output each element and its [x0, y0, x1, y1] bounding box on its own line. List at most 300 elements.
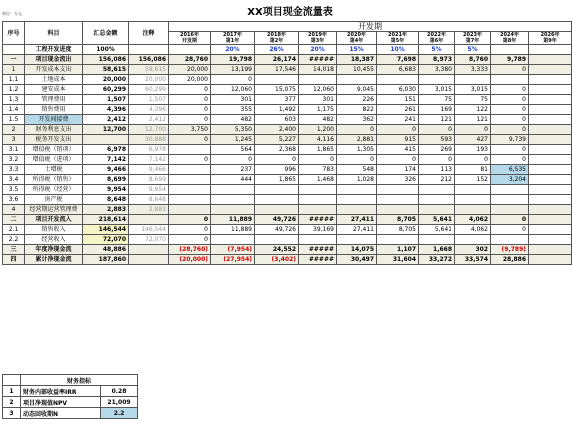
- cell-value[interactable]: 8,705: [377, 225, 419, 235]
- cell-total[interactable]: 2,412: [83, 115, 129, 125]
- year-header-8[interactable]: [491, 32, 529, 45]
- cell-value[interactable]: [299, 205, 337, 215]
- cell-value[interactable]: #####: [299, 255, 337, 265]
- header-seq[interactable]: 序号: [3, 22, 25, 45]
- cell-value[interactable]: 0: [337, 125, 377, 135]
- cell-value[interactable]: 19,798: [211, 55, 255, 65]
- cell-seq[interactable]: [3, 45, 25, 55]
- cell-value[interactable]: 9,789: [491, 55, 529, 65]
- cell-value[interactable]: 2,881: [337, 135, 377, 145]
- fin-seq[interactable]: 3: [3, 408, 21, 419]
- cell-note[interactable]: 2,883: [129, 205, 169, 215]
- cell-value[interactable]: 7,698: [377, 55, 419, 65]
- cell-value[interactable]: 20,000: [169, 65, 211, 75]
- year-header-9[interactable]: [529, 32, 572, 45]
- cell-label[interactable]: 所得税（经营）: [25, 185, 83, 195]
- cell-seq[interactable]: 1.3: [3, 95, 25, 105]
- cell-value[interactable]: 8,973: [419, 55, 455, 65]
- cell-value[interactable]: 30,497: [337, 255, 377, 265]
- cell-value[interactable]: 174: [377, 165, 419, 175]
- cell-value[interactable]: 2,368: [255, 145, 299, 155]
- cell-value[interactable]: [255, 235, 299, 245]
- cell-value[interactable]: [377, 205, 419, 215]
- cell-value[interactable]: 11,889: [211, 225, 255, 235]
- cell-value[interactable]: 5,641: [419, 215, 455, 225]
- cell-value[interactable]: 6,683: [377, 65, 419, 75]
- cell-note[interactable]: 12,700: [129, 125, 169, 135]
- cell-seq[interactable]: 3.5: [3, 185, 25, 195]
- cell-label[interactable]: 经营收入: [25, 235, 83, 245]
- cell-value[interactable]: 27,411: [337, 225, 377, 235]
- cell-value[interactable]: 9,045: [337, 85, 377, 95]
- cell-value[interactable]: 33,574: [455, 255, 491, 265]
- cell-value[interactable]: [529, 205, 572, 215]
- cell-value[interactable]: 1,865: [299, 145, 337, 155]
- year-header-0[interactable]: [169, 32, 211, 45]
- cell-value[interactable]: 12,060: [211, 85, 255, 95]
- cell-value[interactable]: 5%: [419, 45, 455, 55]
- cell-value[interactable]: 75: [419, 95, 455, 105]
- cell-value[interactable]: [337, 75, 377, 85]
- cell-value[interactable]: 0: [491, 225, 529, 235]
- cell-note[interactable]: 4,396: [129, 105, 169, 115]
- cell-value[interactable]: 1,200: [299, 125, 337, 135]
- cell-value[interactable]: 783: [299, 165, 337, 175]
- cell-total[interactable]: 12,700: [83, 125, 129, 135]
- cell-value[interactable]: [491, 75, 529, 85]
- cell-seq[interactable]: 三: [3, 245, 25, 255]
- cell-value[interactable]: 548: [337, 165, 377, 175]
- cell-value[interactable]: 301: [299, 95, 337, 105]
- cell-seq[interactable]: 1.5: [3, 115, 25, 125]
- cell-value[interactable]: [169, 145, 211, 155]
- cell-total[interactable]: 4,396: [83, 105, 129, 115]
- cell-value[interactable]: 1,028: [337, 175, 377, 185]
- cell-label[interactable]: 建安成本: [25, 85, 83, 95]
- cell-seq[interactable]: 1: [3, 65, 25, 75]
- fin-value[interactable]: 21,009: [101, 397, 138, 408]
- cell-total[interactable]: 8,699: [83, 175, 129, 185]
- cell-value[interactable]: 0: [455, 155, 491, 165]
- cell-value[interactable]: [255, 195, 299, 205]
- fin-seq[interactable]: 1: [3, 386, 21, 397]
- cell-value[interactable]: [255, 185, 299, 195]
- cell-value[interactable]: 11,889: [211, 215, 255, 225]
- cell-value[interactable]: [299, 185, 337, 195]
- cell-note[interactable]: 20,000: [129, 75, 169, 85]
- cell-value[interactable]: [529, 255, 572, 265]
- cell-value[interactable]: 5,227: [255, 135, 299, 145]
- cell-seq[interactable]: 3.1: [3, 145, 25, 155]
- cell-value[interactable]: [169, 195, 211, 205]
- fin-title[interactable]: 财务指标: [21, 375, 138, 386]
- cell-value[interactable]: 2,400: [255, 125, 299, 135]
- cell-value[interactable]: [455, 205, 491, 215]
- cell-value[interactable]: 427: [455, 135, 491, 145]
- cell-value[interactable]: 121: [419, 115, 455, 125]
- cell-value[interactable]: [529, 95, 572, 105]
- cell-seq[interactable]: 3.2: [3, 155, 25, 165]
- cell-value[interactable]: 4,062: [455, 225, 491, 235]
- cell-label[interactable]: 税务开发支出: [25, 135, 83, 145]
- cell-value[interactable]: 0: [337, 155, 377, 165]
- cell-value[interactable]: (27,954): [211, 255, 255, 265]
- cell-value[interactable]: 24,552: [255, 245, 299, 255]
- cell-value[interactable]: 269: [419, 145, 455, 155]
- cell-value[interactable]: 362: [337, 115, 377, 125]
- cell-note[interactable]: 156,086: [129, 55, 169, 65]
- cell-value[interactable]: 1,245: [211, 135, 255, 145]
- cell-total[interactable]: 100%: [83, 45, 129, 55]
- cell-value[interactable]: 1,468: [299, 175, 337, 185]
- cell-value[interactable]: [337, 185, 377, 195]
- cell-value[interactable]: [337, 195, 377, 205]
- cell-label[interactable]: 项目现金流出: [25, 55, 83, 65]
- cell-seq[interactable]: 四: [3, 255, 25, 265]
- cell-value[interactable]: [419, 75, 455, 85]
- cell-label[interactable]: 经营期运营管理费: [25, 205, 83, 215]
- cell-value[interactable]: [419, 185, 455, 195]
- cell-total[interactable]: 6,978: [83, 145, 129, 155]
- cell-value[interactable]: 12,060: [299, 85, 337, 95]
- cell-value[interactable]: 0: [491, 95, 529, 105]
- cell-note[interactable]: 72,070: [129, 235, 169, 245]
- cell-value[interactable]: [529, 75, 572, 85]
- year-header-3[interactable]: [299, 32, 337, 45]
- cell-value[interactable]: 75: [455, 95, 491, 105]
- cell-value[interactable]: [529, 115, 572, 125]
- cell-value[interactable]: 113: [419, 165, 455, 175]
- cell-seq[interactable]: 2.2: [3, 235, 25, 245]
- cell-value[interactable]: 226: [337, 95, 377, 105]
- cell-total[interactable]: 60,299: [83, 85, 129, 95]
- cell-total[interactable]: 8,648: [83, 195, 129, 205]
- cell-value[interactable]: 6,535: [491, 165, 529, 175]
- cell-value[interactable]: 0: [169, 155, 211, 165]
- cell-value[interactable]: [529, 165, 572, 175]
- cell-value[interactable]: 0: [169, 225, 211, 235]
- cell-value[interactable]: 49,726: [255, 225, 299, 235]
- cell-value[interactable]: 5,641: [419, 225, 455, 235]
- cell-value[interactable]: 0: [419, 155, 455, 165]
- cell-note[interactable]: 9,466: [129, 165, 169, 175]
- cell-note[interactable]: [129, 255, 169, 265]
- cell-value[interactable]: 444: [211, 175, 255, 185]
- cell-note[interactable]: 30,888: [129, 135, 169, 145]
- cell-value[interactable]: [529, 225, 572, 235]
- cell-value[interactable]: 20%: [299, 45, 337, 55]
- cell-label[interactable]: 工程开发进度: [25, 45, 83, 55]
- cell-value[interactable]: (3,402): [255, 255, 299, 265]
- cell-value[interactable]: (20,000): [169, 255, 211, 265]
- cell-value[interactable]: 0: [491, 65, 529, 75]
- cell-value[interactable]: 0: [491, 125, 529, 135]
- cell-value[interactable]: 26%: [255, 45, 299, 55]
- cell-value[interactable]: [529, 245, 572, 255]
- cell-value[interactable]: [255, 75, 299, 85]
- fin-seq[interactable]: 2: [3, 397, 21, 408]
- cell-note[interactable]: [129, 245, 169, 255]
- cell-note[interactable]: 9,954: [129, 185, 169, 195]
- cell-value[interactable]: [211, 205, 255, 215]
- cell-value[interactable]: 0: [255, 155, 299, 165]
- cell-value[interactable]: 20,000: [169, 75, 211, 85]
- cell-value[interactable]: 26,174: [255, 55, 299, 65]
- cell-seq[interactable]: 3.3: [3, 165, 25, 175]
- cell-note[interactable]: 7,142: [129, 155, 169, 165]
- cell-value[interactable]: 1,865: [255, 175, 299, 185]
- cell-total[interactable]: 187,860: [83, 255, 129, 265]
- cell-value[interactable]: [529, 215, 572, 225]
- cell-total[interactable]: 72,070: [83, 235, 129, 245]
- cell-value[interactable]: 5,350: [211, 125, 255, 135]
- cell-value[interactable]: [529, 145, 572, 155]
- cell-value[interactable]: 1,107: [377, 245, 419, 255]
- year-header-7[interactable]: [455, 32, 491, 45]
- cell-value[interactable]: 10%: [377, 45, 419, 55]
- cell-seq[interactable]: 4: [3, 205, 25, 215]
- cell-value[interactable]: [491, 235, 529, 245]
- cell-value[interactable]: 151: [377, 95, 419, 105]
- cell-value[interactable]: 10,455: [337, 65, 377, 75]
- cell-value[interactable]: 0: [169, 95, 211, 105]
- year-header-5[interactable]: [377, 32, 419, 45]
- cell-value[interactable]: 28,760: [169, 55, 211, 65]
- cell-value[interactable]: 326: [377, 175, 419, 185]
- cell-note[interactable]: 60,299: [129, 85, 169, 95]
- cell-value[interactable]: 27,411: [337, 215, 377, 225]
- fin-blank[interactable]: [3, 375, 21, 386]
- cell-value[interactable]: [529, 155, 572, 165]
- cell-value[interactable]: 301: [211, 95, 255, 105]
- cell-value[interactable]: 0: [211, 75, 255, 85]
- cell-total[interactable]: 48,886: [83, 245, 129, 255]
- cell-seq[interactable]: 3: [3, 135, 25, 145]
- cell-value[interactable]: 0: [169, 235, 211, 245]
- cell-label[interactable]: 销售收入: [25, 225, 83, 235]
- cell-value[interactable]: [529, 45, 572, 55]
- fin-label[interactable]: 动态回收期N: [21, 408, 101, 419]
- cell-value[interactable]: [337, 235, 377, 245]
- cell-value[interactable]: 17,546: [255, 65, 299, 75]
- fin-value[interactable]: 2.2: [101, 408, 138, 419]
- cell-value[interactable]: 3,204: [491, 175, 529, 185]
- cell-value[interactable]: 1,175: [299, 105, 337, 115]
- cell-value[interactable]: 355: [211, 105, 255, 115]
- cell-value[interactable]: (7,954): [211, 245, 255, 255]
- cell-note[interactable]: [129, 215, 169, 225]
- cell-value[interactable]: 822: [337, 105, 377, 115]
- cell-value[interactable]: [211, 235, 255, 245]
- cell-label[interactable]: 销售费用: [25, 105, 83, 115]
- cell-value[interactable]: 0: [491, 215, 529, 225]
- cell-label[interactable]: 财务利息支出: [25, 125, 83, 135]
- cell-value[interactable]: [529, 185, 572, 195]
- cell-value[interactable]: 1,492: [255, 105, 299, 115]
- cell-value[interactable]: 6,030: [377, 85, 419, 95]
- cell-value[interactable]: 3,380: [419, 65, 455, 75]
- cell-seq[interactable]: 一: [3, 55, 25, 65]
- cell-note[interactable]: 8,699: [129, 175, 169, 185]
- cell-value[interactable]: [491, 195, 529, 205]
- cell-value[interactable]: 8,705: [377, 215, 419, 225]
- cell-total[interactable]: 9,954: [83, 185, 129, 195]
- cell-label[interactable]: 年度净现金流: [25, 245, 83, 255]
- cell-seq[interactable]: 1.1: [3, 75, 25, 85]
- cell-value[interactable]: [529, 105, 572, 115]
- cell-note[interactable]: 2,412: [129, 115, 169, 125]
- cell-total[interactable]: 156,086: [83, 55, 129, 65]
- cell-value[interactable]: 13,199: [211, 65, 255, 75]
- cell-value[interactable]: [455, 75, 491, 85]
- cell-note[interactable]: 146,544: [129, 225, 169, 235]
- cell-value[interactable]: [529, 125, 572, 135]
- cell-value[interactable]: 0: [491, 85, 529, 95]
- cell-value[interactable]: 193: [455, 145, 491, 155]
- cell-value[interactable]: 0: [491, 115, 529, 125]
- cell-value[interactable]: [377, 195, 419, 205]
- cell-label[interactable]: 增值税（进项）: [25, 155, 83, 165]
- cell-value[interactable]: 915: [377, 135, 419, 145]
- cell-value[interactable]: 28,886: [491, 255, 529, 265]
- cell-value[interactable]: [377, 235, 419, 245]
- cell-value[interactable]: 996: [255, 165, 299, 175]
- cell-value[interactable]: [529, 195, 572, 205]
- cell-value[interactable]: 39,169: [299, 225, 337, 235]
- cell-label[interactable]: 开发间接费: [25, 115, 83, 125]
- cell-value[interactable]: 0: [169, 135, 211, 145]
- cell-total[interactable]: 1,507: [83, 95, 129, 105]
- cell-value[interactable]: 603: [255, 115, 299, 125]
- cell-value[interactable]: [491, 45, 529, 55]
- cell-label[interactable]: 累计净现金流: [25, 255, 83, 265]
- year-header-2[interactable]: [255, 32, 299, 45]
- cell-value[interactable]: 15%: [337, 45, 377, 55]
- cell-value[interactable]: 302: [455, 245, 491, 255]
- cell-value[interactable]: 482: [299, 115, 337, 125]
- cell-total[interactable]: [83, 135, 129, 145]
- cell-value[interactable]: 8,760: [455, 55, 491, 65]
- cell-value[interactable]: (28,760): [169, 245, 211, 255]
- cell-value[interactable]: 9,739: [491, 135, 529, 145]
- cell-value[interactable]: 169: [419, 105, 455, 115]
- cell-value[interactable]: [211, 195, 255, 205]
- cell-value[interactable]: 237: [211, 165, 255, 175]
- cell-value[interactable]: [169, 175, 211, 185]
- cell-value[interactable]: [419, 195, 455, 205]
- cell-seq[interactable]: 2.1: [3, 225, 25, 235]
- cell-value[interactable]: [455, 195, 491, 205]
- cell-value[interactable]: 0: [169, 215, 211, 225]
- cell-value[interactable]: [419, 235, 455, 245]
- cell-value[interactable]: 4,116: [299, 135, 337, 145]
- cell-total[interactable]: 146,544: [83, 225, 129, 235]
- cell-value[interactable]: 14,018: [299, 65, 337, 75]
- cell-value[interactable]: 0: [299, 155, 337, 165]
- cell-total[interactable]: 218,614: [83, 215, 129, 225]
- cell-value[interactable]: [529, 55, 572, 65]
- cell-value[interactable]: [455, 235, 491, 245]
- cell-value[interactable]: [377, 75, 419, 85]
- cell-value[interactable]: 20%: [211, 45, 255, 55]
- cell-value[interactable]: 18,387: [337, 55, 377, 65]
- cell-value[interactable]: 261: [377, 105, 419, 115]
- cell-value[interactable]: 564: [211, 145, 255, 155]
- year-header-6[interactable]: [419, 32, 455, 45]
- cell-value[interactable]: 5%: [455, 45, 491, 55]
- cell-seq[interactable]: 2: [3, 125, 25, 135]
- header-note[interactable]: 注释: [129, 22, 169, 45]
- cell-value[interactable]: 14,075: [337, 245, 377, 255]
- cell-value[interactable]: 415: [377, 145, 419, 155]
- cell-value[interactable]: 0: [419, 125, 455, 135]
- cell-note[interactable]: 8,648: [129, 195, 169, 205]
- cell-value[interactable]: [255, 205, 299, 215]
- cell-seq[interactable]: 二: [3, 215, 25, 225]
- cell-value[interactable]: 4,062: [455, 215, 491, 225]
- cell-value[interactable]: [529, 175, 572, 185]
- cell-value[interactable]: 1,305: [337, 145, 377, 155]
- fin-label[interactable]: 财务内部收益率IRR: [21, 386, 101, 397]
- cell-label[interactable]: 项目开发流入: [25, 215, 83, 225]
- cell-value[interactable]: [529, 135, 572, 145]
- header-subject[interactable]: 科目: [25, 22, 83, 45]
- cell-value[interactable]: [299, 235, 337, 245]
- cell-value[interactable]: 0: [169, 105, 211, 115]
- cell-label[interactable]: 开发成本支出: [25, 65, 83, 75]
- cell-value[interactable]: [529, 85, 572, 95]
- cell-value[interactable]: 0: [169, 85, 211, 95]
- cell-value[interactable]: [299, 195, 337, 205]
- cell-value[interactable]: 31,604: [377, 255, 419, 265]
- cell-value[interactable]: 49,726: [255, 215, 299, 225]
- cell-total[interactable]: 58,615: [83, 65, 129, 75]
- cell-seq[interactable]: 1.4: [3, 105, 25, 115]
- cell-value[interactable]: 0: [377, 155, 419, 165]
- cell-total[interactable]: 20,000: [83, 75, 129, 85]
- cell-value[interactable]: 0: [169, 115, 211, 125]
- fin-label[interactable]: 项目净现值NPV: [21, 397, 101, 408]
- cell-value[interactable]: [169, 165, 211, 175]
- cell-total[interactable]: 9,466: [83, 165, 129, 175]
- cell-value[interactable]: (9,789): [491, 245, 529, 255]
- cell-value[interactable]: 15,075: [255, 85, 299, 95]
- cell-value[interactable]: 3,015: [455, 85, 491, 95]
- cell-value[interactable]: [377, 185, 419, 195]
- cell-value[interactable]: 152: [455, 175, 491, 185]
- cell-label[interactable]: 增值税（销项）: [25, 145, 83, 155]
- cell-note[interactable]: [129, 45, 169, 55]
- cell-label[interactable]: 所得税（销售）: [25, 175, 83, 185]
- cell-value[interactable]: [491, 205, 529, 215]
- header-period[interactable]: 开发期: [169, 22, 572, 32]
- year-header-4[interactable]: [337, 32, 377, 45]
- cell-value[interactable]: 241: [377, 115, 419, 125]
- cell-seq[interactable]: 3.6: [3, 195, 25, 205]
- cell-value[interactable]: 0: [455, 125, 491, 135]
- cell-value[interactable]: 377: [255, 95, 299, 105]
- cell-value[interactable]: 0: [377, 125, 419, 135]
- cell-value[interactable]: 0: [491, 105, 529, 115]
- cell-value[interactable]: 122: [455, 105, 491, 115]
- cell-value[interactable]: [169, 185, 211, 195]
- year-header-1[interactable]: [211, 32, 255, 45]
- cell-value[interactable]: #####: [299, 215, 337, 225]
- cell-value[interactable]: 121: [455, 115, 491, 125]
- cell-note[interactable]: 1,507: [129, 95, 169, 105]
- cell-value[interactable]: [169, 205, 211, 215]
- cell-value[interactable]: [455, 185, 491, 195]
